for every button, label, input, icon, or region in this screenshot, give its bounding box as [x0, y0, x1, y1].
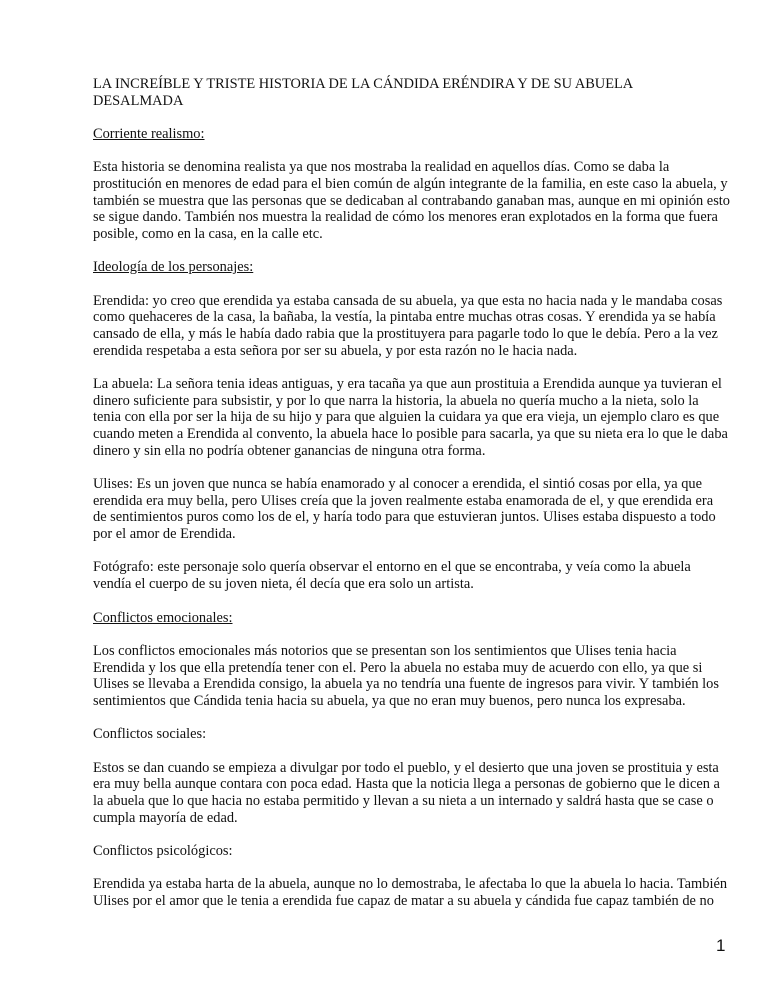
text-line: Conflictos emocionales: [93, 609, 233, 626]
text-line: como quehaceres de la casa, la bañaba, la vestía, la pintaba entre muchas otras cosas. Y erendida ya se había [93, 309, 716, 326]
text-line: Erendida y los que ella pretendía tener con el. Pero la abuela no estaba muy de acuerdo con ello, ya que si [93, 659, 703, 676]
section-heading [93, 610, 733, 627]
section-heading [93, 726, 733, 743]
paragraph [93, 760, 733, 827]
text-line: por el amor de Erendida. [93, 526, 236, 543]
document-page [93, 76, 733, 926]
text-line: prostitución en menores de edad para el bien común de algún integrante de la familia, en este caso la abuela, y [93, 176, 728, 193]
document-title [93, 76, 733, 109]
text-line: Conflictos psicológicos: [93, 842, 233, 859]
paragraph [93, 559, 733, 592]
text-line: Erendida: yo creo que erendida ya estaba cansada de su abuela, ya que esta no hacia nada y le mandaba cosas [93, 292, 723, 309]
text-line: tenia con ella por ser la hija de su hijo y para que alguien la cuidara ya que era vieja, un ejemplo claro es que [93, 409, 720, 426]
text-line: DESALMADA [93, 92, 184, 109]
paragraph [93, 876, 733, 909]
text-line: La abuela: La señora tenia ideas antiguas, y era tacaña ya que aun prostituia a Erendida aunque ya tuvieran el [93, 376, 722, 393]
text-line: Ulises por el amor que le tenia a erendida fue capaz de matar a su abuela y cándida fue capaz también de no [93, 892, 714, 909]
paragraph [93, 159, 733, 242]
text-line: posible, como en la casa, en la calle etc. [93, 226, 323, 243]
text-line: dinero y sin ella no podría obtener ganancias de ninguna otra forma. [93, 442, 486, 459]
paragraph [93, 476, 733, 543]
text-line: cumpla mayoría de edad. [93, 809, 238, 826]
text-line: Fotógrafo: este personaje solo quería observar el entorno en el que se encontraba, y veía como la abuela [93, 559, 691, 576]
paragraph [93, 293, 733, 360]
text-line: de sentimientos puros como los de el, y haría todo para que estuvieran juntos. Ulises estaba dispuesto a todo [93, 509, 716, 526]
text-line: la abuela que lo que hacia no estaba permitido y llevan a su nieta a un internado y saldrá hasta que se case o [93, 792, 714, 809]
text-line: dinero suficiente para subsistir, y por lo que narra la historia, la abuela no quería mucho a la nieta, solo la [93, 392, 699, 409]
text-line: Ideología de los personajes: [93, 259, 254, 276]
text-line: erendida era muy bella, pero Ulises creía que la joven realmente estaba enamorada de el, y que erendida era [93, 492, 714, 509]
text-line: Corriente realismo: [93, 126, 205, 143]
text-line: Los conflictos emocionales más notorios que se presentan son los sentimientos que Ulises tenia hacia [93, 642, 677, 659]
text-line: era muy bella aunque contara con poca edad. Hasta que la noticia llega a personas de gobierno que le dicen a [93, 776, 720, 793]
section-heading [93, 843, 733, 860]
text-line: se sigue dando. También nos muestra la realidad de cómo los menores eran explotados en la forma que fuera [93, 209, 718, 226]
paragraph [93, 643, 733, 710]
paragraph [93, 376, 733, 459]
text-line: Conflictos sociales: [93, 726, 207, 743]
page-number: 1 [716, 936, 726, 955]
section-heading [93, 259, 733, 276]
text-line: Esta historia se denomina realista ya que nos mostraba la realidad en aquellos días. Como se daba la [93, 159, 670, 176]
text-line: cuando meten a Erendida al convento, la abuela hace lo posible para sacarla, ya que su nieta era lo que le daba [93, 426, 728, 443]
text-line: LA INCREÍBLE Y TRISTE HISTORIA DE LA CÁNDIDA ERÉNDIRA Y DE SU ABUELA [93, 76, 634, 92]
text-line: Erendida ya estaba harta de la abuela, aunque no lo demostraba, le afectaba lo que la abuela lo hacia. También [93, 876, 728, 893]
text-line: Ulises: Es un joven que nunca se había enamorado y al conocer a erendida, el sintió cosas por ella, ya que [93, 476, 702, 493]
text-line: sentimientos que Cándida tenia hacia su abuela, ya que no eran muy buenos, pero nunca los expresaba. [93, 692, 686, 709]
text-line: Estos se dan cuando se empieza a divulgar por todo el pueblo, y el desierto que una joven se prostituia y esta [93, 759, 719, 776]
text-line: cansado de ella, y más le había dado rabia que la prostituyera para pagarle todo lo que le debía. Pero a la vez [93, 326, 718, 343]
text-line: también se muestra que las personas que se dedicaban al contrabando ganaban mas, aunque en mi opinión esto [93, 192, 730, 209]
text-line: erendida respetaba a esta señora por ser su abuela, y por esta razón no le hacia nada. [93, 342, 578, 359]
section-heading [93, 126, 733, 143]
text-line: Ulises se llevaba a Erendida consigo, la abuela ya no tendría una fuente de ingresos para vivir. Y también los [93, 676, 719, 693]
text-line: vendía el cuerpo de su joven nieta, él decía que era solo un artista. [93, 576, 474, 593]
